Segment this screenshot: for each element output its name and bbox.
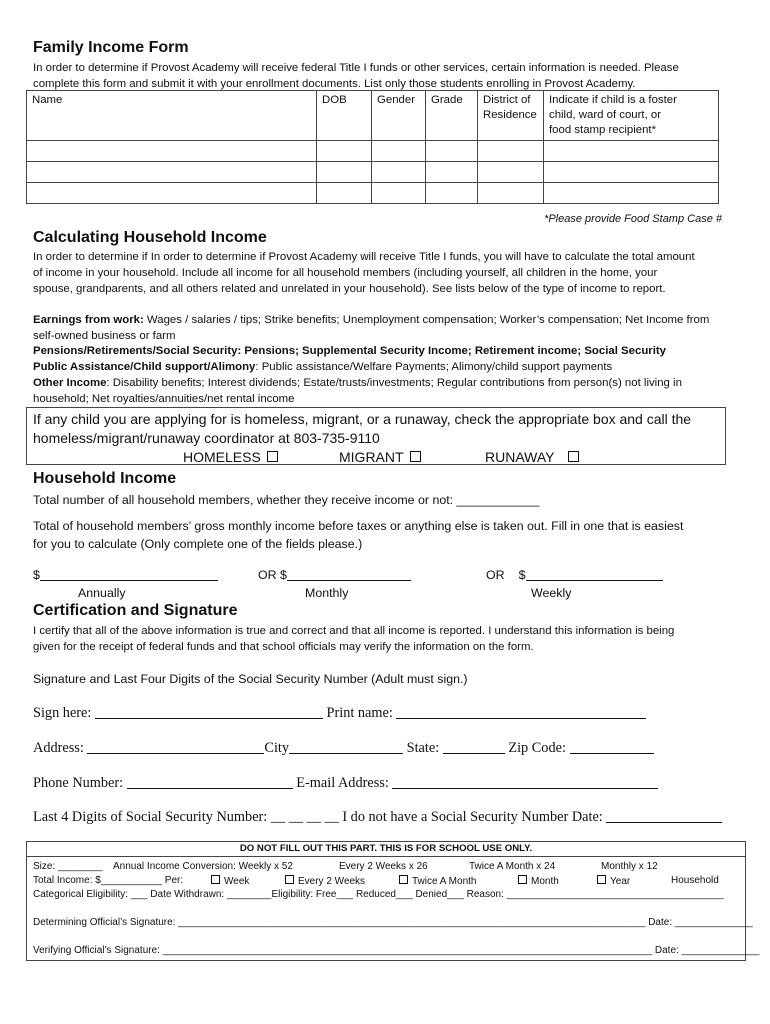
email-label: E-mail Address: bbox=[296, 775, 389, 791]
checkbox-icon bbox=[211, 875, 220, 884]
other-income-label: Other Income bbox=[33, 376, 107, 389]
annually-label: Annually bbox=[78, 586, 126, 600]
dollar-sign: $ bbox=[518, 568, 526, 582]
categorical-row: Categorical Eligibility: ___ Date Withdrawn: ________Eligibility: Free___ Reduced___ Denied___ Reason: _______________________________________ bbox=[33, 889, 724, 900]
runaway-checkbox[interactable] bbox=[568, 451, 579, 462]
header-name: Name bbox=[27, 91, 317, 141]
annual-income-input[interactable] bbox=[40, 568, 218, 581]
table-row bbox=[27, 162, 719, 183]
year-label: Year bbox=[610, 876, 631, 887]
address-label: Address: bbox=[33, 740, 84, 756]
grade-cell[interactable] bbox=[426, 162, 478, 183]
name-cell[interactable] bbox=[27, 183, 317, 204]
twice-option bbox=[399, 875, 476, 887]
other-income-text-cont: household; Net royalties/annuities/net rental income bbox=[33, 392, 295, 405]
earnings-label: Earnings from work: bbox=[33, 314, 144, 326]
income-types bbox=[33, 313, 733, 407]
sign-here-label: Sign here: bbox=[33, 705, 92, 721]
district-cell[interactable] bbox=[478, 183, 544, 204]
year-option bbox=[597, 875, 630, 887]
cert-heading: Certification and Signature bbox=[33, 602, 238, 619]
checkbox-icon bbox=[399, 875, 408, 884]
contact-row bbox=[33, 775, 658, 792]
gender-cell[interactable] bbox=[372, 162, 426, 183]
header-foster-line: Indicate if child is a foster bbox=[549, 94, 677, 106]
calc-line: of income in your household. Include all income for all household members (including yourself, all children in the home, your bbox=[33, 267, 658, 279]
food-stamp-note: *Please provide Food Stamp Case # bbox=[544, 213, 722, 225]
sig-intro: Signature and Last Four Digits of the Social Security Number (Adult must sign.) bbox=[33, 672, 468, 686]
determining-row: Determining Official’s Signature: ____________________________________________________________________________________ Date: ______________ bbox=[33, 917, 753, 928]
phone-input[interactable] bbox=[127, 776, 293, 789]
members-line: Total number of all household members, whether they receive income or not: ____________ bbox=[33, 493, 540, 507]
calc-heading: Calculating Household Income bbox=[33, 229, 267, 246]
foster-cell[interactable] bbox=[544, 162, 719, 183]
district-cell[interactable] bbox=[478, 162, 544, 183]
address-row bbox=[33, 740, 654, 757]
gross-income-text bbox=[33, 517, 743, 553]
header-grade: Grade bbox=[426, 91, 478, 141]
homeless-option[interactable] bbox=[183, 448, 278, 467]
header-foster bbox=[544, 91, 719, 141]
runaway-option[interactable] bbox=[485, 448, 579, 467]
monthly-income-input[interactable] bbox=[287, 568, 411, 581]
ssn-label: Last 4 Digits of Social Security Number: __ __ __ __ I do not have a Social Security Number Date: bbox=[33, 809, 603, 825]
grade-cell[interactable] bbox=[426, 141, 478, 162]
header-district-line: Residence bbox=[483, 109, 537, 121]
month-label: Month bbox=[531, 876, 559, 887]
name-cell[interactable] bbox=[27, 162, 317, 183]
or-dollar: OR $ bbox=[258, 568, 287, 582]
name-cell[interactable] bbox=[27, 141, 317, 162]
homeless-line: If any child you are applying for is homeless, migrant, or a runaway, check the appropriate box and call the bbox=[33, 411, 692, 427]
calc-line: In order to determine if In order to determine if Provost Academy will receive Title I funds, you will have to calculate the total amount bbox=[33, 251, 695, 263]
dob-cell[interactable] bbox=[317, 183, 372, 204]
table-header-row bbox=[27, 91, 719, 141]
monthly12-label: Monthly x 12 bbox=[601, 861, 658, 872]
other-income-text: : Disability benefits; Interest dividends; Estate/trusts/investments; Regular contributions from person(s) not living in bbox=[106, 376, 682, 389]
zip-input[interactable] bbox=[570, 741, 654, 754]
calc-intro bbox=[33, 249, 733, 297]
total-income-label: Total Income: $___________ Per: bbox=[33, 875, 184, 886]
city-input[interactable] bbox=[289, 741, 403, 754]
table-row bbox=[27, 183, 719, 204]
cert-line: I certify that all of the above information is true and correct and that all income is reported. I understand this information is being bbox=[33, 625, 675, 637]
household-label: Household bbox=[671, 875, 719, 886]
pensions-text: Pensions/Retirements/Social Security: Pensions; Supplemental Security Income; Retirement income; Social Security bbox=[33, 345, 667, 358]
every2-opt-label: Every 2 Weeks bbox=[298, 876, 366, 887]
total-income-row bbox=[33, 875, 739, 886]
size-field: Size: ________ bbox=[33, 861, 103, 872]
twice-label: Twice A Month x 24 bbox=[469, 861, 556, 872]
month-option bbox=[518, 875, 559, 887]
sign-row bbox=[33, 705, 646, 722]
monthly-label: Monthly bbox=[305, 586, 349, 600]
gross-line: Total of household members’ gross monthly income before taxes or anything else is taken out. Fill in one that is easiest bbox=[33, 519, 684, 533]
assistance-label: Public Assistance/Child support/Alimony bbox=[33, 361, 256, 374]
every2-option bbox=[285, 875, 365, 887]
phone-label: Phone Number: bbox=[33, 775, 124, 791]
header-gender: Gender bbox=[372, 91, 426, 141]
earnings-text-cont: self-owned business or farm bbox=[33, 329, 176, 342]
homeless-label: HOMELESS bbox=[183, 449, 261, 465]
or-label: OR bbox=[486, 568, 505, 582]
state-input[interactable] bbox=[443, 741, 505, 754]
assistance-item bbox=[33, 360, 733, 376]
conversion-row bbox=[33, 861, 739, 872]
migrant-option[interactable] bbox=[339, 448, 421, 467]
email-input[interactable] bbox=[392, 776, 658, 789]
header-dob: DOB bbox=[317, 91, 372, 141]
household-heading: Household Income bbox=[33, 470, 177, 487]
header-district bbox=[478, 91, 544, 141]
grade-cell[interactable] bbox=[426, 183, 478, 204]
checkbox-icon bbox=[285, 875, 294, 884]
student-table bbox=[26, 90, 719, 204]
weekly-label: Weekly bbox=[531, 586, 572, 600]
dob-cell[interactable] bbox=[317, 141, 372, 162]
homeless-options bbox=[33, 448, 719, 467]
checkbox-icon bbox=[518, 875, 527, 884]
header-foster-line: food stamp recipient* bbox=[549, 124, 657, 136]
twice-opt-label: Twice A Month bbox=[412, 876, 477, 887]
assistance-text: : Public assistance/Welfare Payments; Alimony/child support payments bbox=[255, 361, 613, 374]
gender-cell[interactable] bbox=[372, 141, 426, 162]
runaway-label: RUNAWAY bbox=[485, 449, 555, 465]
intro-text bbox=[33, 60, 733, 92]
dollar-sign: $ bbox=[33, 568, 40, 582]
print-name-label: Print name: bbox=[326, 705, 393, 721]
checkbox-icon bbox=[597, 875, 606, 884]
homeless-line: homeless/migrant/runaway coordinator at 803-735-9110 bbox=[33, 430, 380, 446]
school-use-box bbox=[26, 841, 760, 961]
week-option bbox=[211, 875, 249, 887]
foster-cell[interactable] bbox=[544, 141, 719, 162]
homeless-checkbox[interactable] bbox=[267, 451, 278, 462]
zip-label: Zip Code: bbox=[508, 740, 566, 756]
print-name-input[interactable] bbox=[396, 706, 646, 719]
state-label: State: bbox=[406, 740, 440, 756]
verifying-row: Verifying Official’s Signature: ________________________________________________________________________________________ Date: ______________ bbox=[33, 945, 760, 956]
other-income-item bbox=[33, 376, 733, 392]
cert-line: given for the receipt of federal funds and that school officials may verify the information on the form. bbox=[33, 641, 534, 653]
address-input[interactable] bbox=[87, 741, 264, 754]
migrant-checkbox[interactable] bbox=[410, 451, 421, 462]
pensions-item bbox=[33, 344, 733, 360]
header-district-line: District of bbox=[483, 94, 531, 106]
annual-field[interactable] bbox=[33, 566, 218, 584]
earnings-item bbox=[33, 313, 733, 329]
weekly-income-input[interactable] bbox=[526, 568, 663, 581]
conversion-label: Annual Income Conversion: Weekly x 52 bbox=[113, 861, 293, 872]
ssn-date-input[interactable] bbox=[606, 810, 722, 823]
monthly-field[interactable] bbox=[258, 566, 411, 584]
cert-text bbox=[33, 623, 743, 655]
signature-input[interactable] bbox=[95, 706, 323, 719]
gender-cell[interactable] bbox=[372, 183, 426, 204]
weekly-field[interactable] bbox=[486, 566, 663, 584]
district-cell[interactable] bbox=[478, 141, 544, 162]
foster-cell[interactable] bbox=[544, 183, 719, 204]
earnings-text: Wages / salaries / tips; Strike benefits; Unemployment compensation; Worker’s compensation; Net Income from bbox=[143, 314, 710, 326]
migrant-label: MIGRANT bbox=[339, 449, 404, 465]
intro-line: complete this form and submit it with your enrollment documents. List only those students enrolling in Provost Academy. bbox=[33, 78, 636, 90]
school-use-header: DO NOT FILL OUT THIS PART. THIS IS FOR SCHOOL USE ONLY. bbox=[27, 842, 745, 857]
form-title: Family Income Form bbox=[33, 39, 189, 56]
homeless-box bbox=[26, 407, 726, 465]
intro-line: In order to determine if Provost Academy will receive federal Title I funds or other services, certain information is needed. Please bbox=[33, 62, 679, 74]
header-foster-line: child, ward of court, or bbox=[549, 109, 662, 121]
week-label: Week bbox=[224, 876, 250, 887]
gross-line: for you to calculate (Only complete one of the fields please.) bbox=[33, 537, 363, 551]
city-label: City bbox=[264, 740, 290, 756]
calc-line: spouse, grandparents, and all others related and unrelated in your household). See lists below of the type of income to report. bbox=[33, 283, 666, 295]
ssn-row bbox=[33, 809, 722, 826]
dob-cell[interactable] bbox=[317, 162, 372, 183]
every2-label: Every 2 Weeks x 26 bbox=[339, 861, 428, 872]
table-row bbox=[27, 141, 719, 162]
